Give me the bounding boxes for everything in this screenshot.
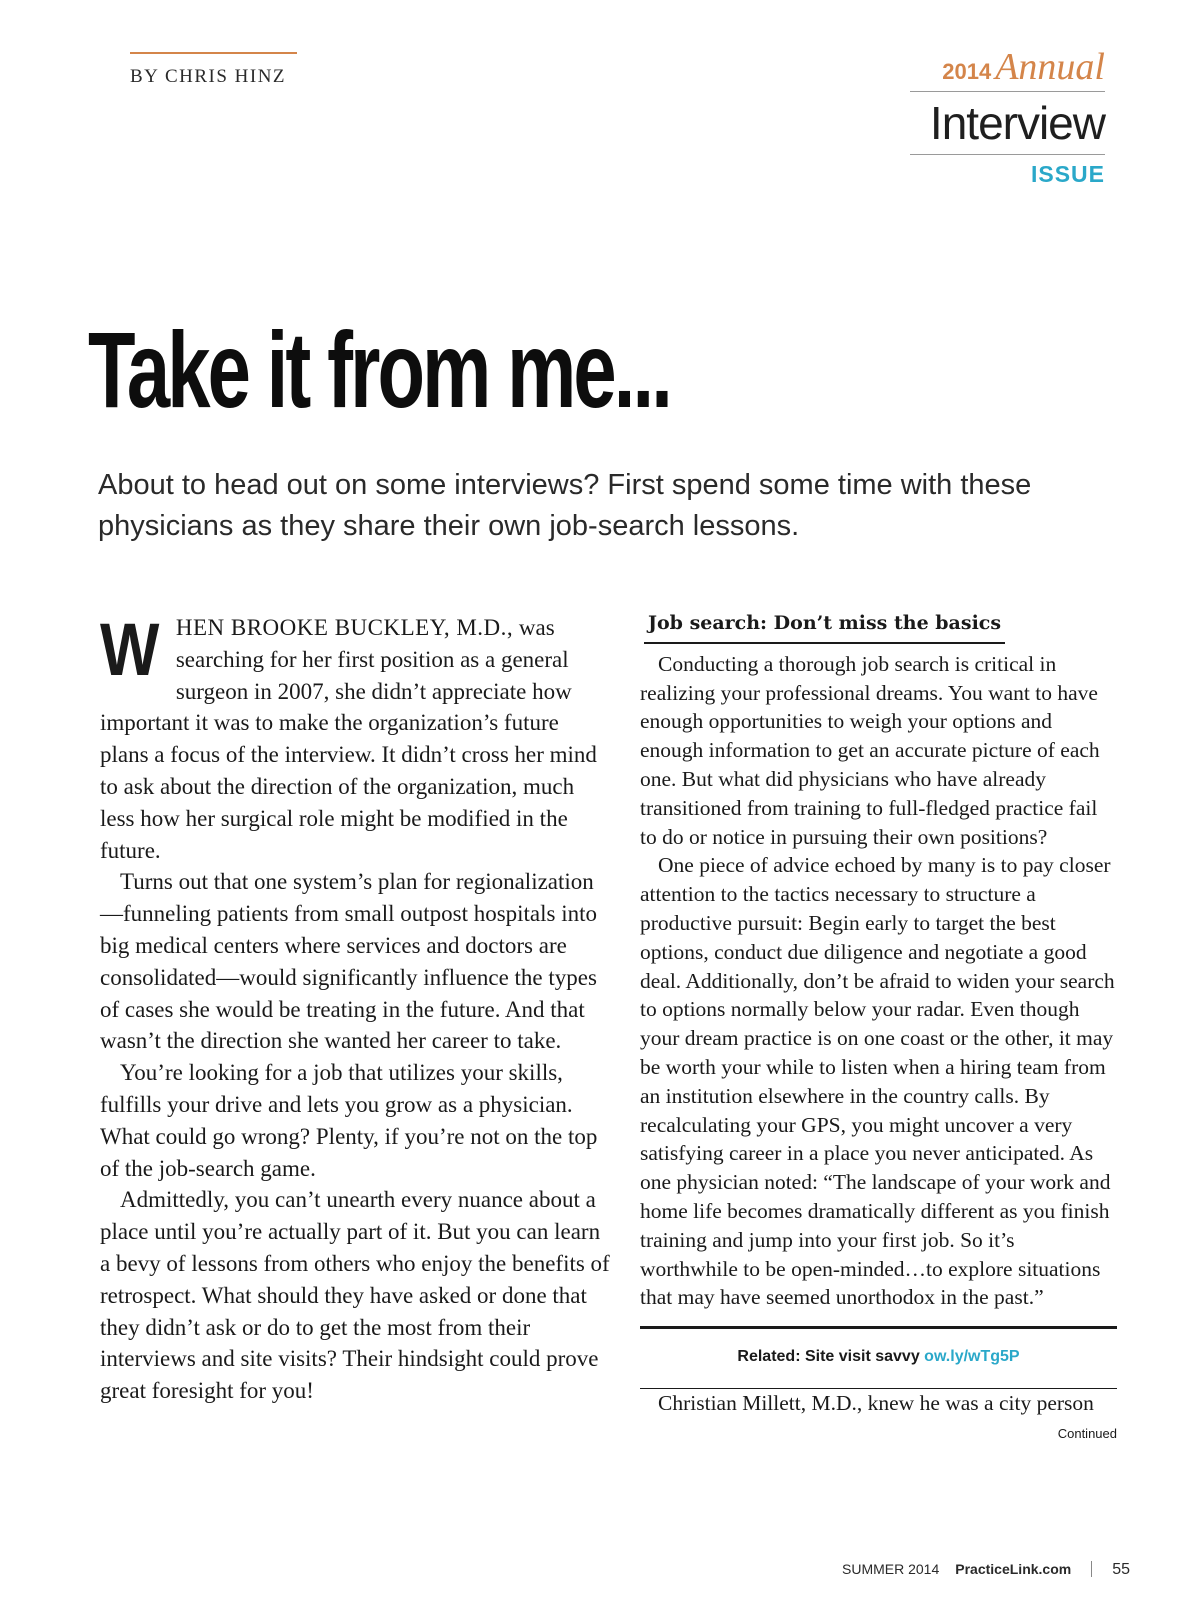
lead-caps: HEN BROOKE BUCKLEY, M.D., <box>175 615 514 640</box>
footer-divider <box>1091 1561 1092 1577</box>
page-number: 55 <box>1112 1561 1130 1578</box>
related-box <box>640 1326 1117 1389</box>
footer-site[interactable]: PracticeLink.com <box>955 1561 1072 1577</box>
headline: Take it from me... <box>88 309 670 430</box>
issue-badge <box>910 45 1105 188</box>
sidebar-column <box>640 608 1117 1449</box>
article-paragraph: Admittedly, you can’t unearth every nuance about a place until you’re actually part of it. But you can learn a bevy of lessons from others who enjoy the benefits of retrospect. What should they have asked or done that they didn’t ask or do to get the most from their interviews and site visits? Their hindsight could prove great foresight for you! <box>100 1187 610 1404</box>
issue-badge-top <box>910 45 1105 89</box>
issue-annual: Annual <box>995 46 1105 88</box>
issue-interview: Interview <box>929 97 1105 149</box>
issue-rule-top <box>910 91 1105 92</box>
byline: BY CHRIS HINZ <box>130 66 287 87</box>
sidebar-heading: Job search: Don’t miss the basics <box>644 609 1005 644</box>
sidebar-paragraph: Conducting a thorough job search is critical in realizing your professional dreams. You want to have enough opportunities to weigh your options and enough information to get an accurate picture of each one. But what did physicians who have already transitioned from training to full-fledged practice fail to do or notice in pursuing their own positions? <box>640 651 1100 849</box>
issue-year: 2014 <box>942 59 992 84</box>
closing-paragraph: Christian Millett, M.D., knew he was a city person <box>658 1390 1094 1415</box>
article-paragraph-1-text: was searching for her first position as a general surgeon in 2007, she didn’t appreciate how important it was to make the organization’s future plans a focus of the interview. It didn’t cross her mind to ask about the direction of the organization, much less how her surgical role might be modified in the future. <box>100 615 597 863</box>
article-column <box>100 608 610 1407</box>
issue-rule-bottom <box>910 154 1105 155</box>
byline-rule <box>130 52 297 54</box>
sidebar-paragraph: One piece of advice echoed by many is to pay closer attention to the tactics necessary to structure a productive pursuit: Begin early to target the best options, conduct due diligence and negotiate a good deal. Additionally, don’t be afraid to widen your search to options normally below your radar. Even though your dream practice is on one coast or the other, it may be worth your while to listen when a hiring team from an institution elsewhere in the country calls. By recalculating your GPS, you might uncover a very satisfying career in a place you never anticipated. As one physician noted: “The landscape of your work and home life becomes dramatically different as you finish training and jump into your first job. So it’s worthwhile to be open-minded…to explore situations that may have seemed unorthodox in the past.” <box>640 853 1115 1310</box>
continued-label: Continued <box>1057 1425 1117 1441</box>
footer-issue: SUMMER 2014 <box>842 1561 940 1577</box>
issue-label: ISSUE <box>1030 161 1105 187</box>
related-link[interactable]: ow.ly/wTg5P <box>924 1348 1020 1366</box>
article-paragraph: Turns out that one system’s plan for regionalization—funneling patients from small outpost hospitals into big medical centers where services and doctors are consolidated—would significantly influence the types of cases she would be treating in the future. And that wasn’t the direction she wanted her career to take. <box>100 869 598 1054</box>
deck: About to head out on some interviews? First spend some time with these physicians as they share their own job-search lessons. <box>98 469 1032 542</box>
drop-cap: W <box>100 608 160 691</box>
page-footer <box>842 1561 1130 1579</box>
related-label: Related: Site visit savvy <box>737 1348 920 1366</box>
article-paragraph: You’re looking for a job that utilizes your skills, fulfills your drive and lets you grow as a physician. What could go wrong? Plenty, if you’re not on the top of the job-search game. <box>100 1060 598 1181</box>
article-paragraph-1 <box>100 608 610 866</box>
